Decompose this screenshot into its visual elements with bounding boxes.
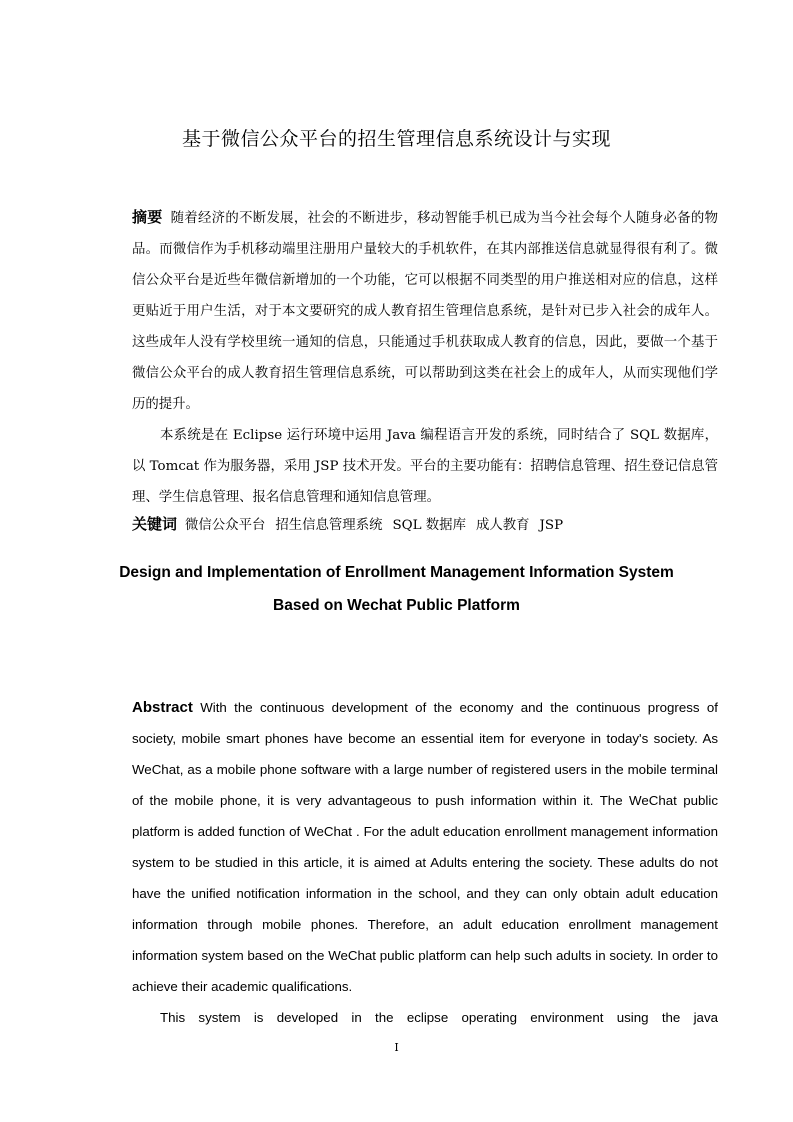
english-abstract-label: Abstract <box>132 699 193 716</box>
keyword-item: 微信公众平台 <box>185 518 266 533</box>
english-title <box>0 556 793 622</box>
page-number: I <box>394 1041 399 1054</box>
chinese-abstract-paragraph-2: 本系统是在 Eclipse 运行环境中运用 Java 编程语言开发的系统，同时结合了 SQL 数据库，以 Tomcat 作为服务器，采用 JSP 技术开发。平台的主要功能有：招聘信息管理、招生登记信息管理、学生信息管理、报名信息管理和通知信息管理。 <box>132 428 718 505</box>
english-abstract <box>132 692 718 1033</box>
keyword-item: 招生信息管理系统 <box>275 518 383 533</box>
chinese-abstract <box>132 202 718 537</box>
english-title-line-1: Design and Implementation of Enrollment Management Information System <box>119 564 674 581</box>
chinese-keywords <box>132 513 718 537</box>
keyword-item: 成人教育 <box>475 518 530 533</box>
keyword-item: JSP <box>539 518 564 533</box>
english-abstract-paragraph-1 <box>132 692 718 1002</box>
chinese-abstract-text-1: 随着经济的不断发展，社会的不断进步，移动智能手机已成为当今社会每个人随身必备的物品。而微信作为手机移动端里注册用户量较大的手机软件，在其内部推送信息就显得很有利了。微信公众平台是近些年微信新增加的一个功能，它可以根据不同类型的用户推送相对应的信息，这样更贴近于用户生活，对于本文要研究的成人教育招生管理信息系统，是针对已步入社会的成年人。这些成年人没有学校里统一通知的信息，只能通过手机获取成人教育的信息，因此，要做一个基于微信公众平台的成人教育招生管理信息系统，可以帮助到这类在社会上的成年人，从而实现他们学历的提升。 <box>132 211 718 412</box>
chinese-title: 基于微信公众平台的招生管理信息系统设计与实现 <box>181 128 611 150</box>
chinese-abstract-label: 摘要 <box>132 208 163 226</box>
chinese-abstract-paragraph-1 <box>132 202 718 420</box>
keyword-item: SQL 数据库 <box>392 518 466 533</box>
english-abstract-text-1: With the continuous development of the economy and the continuous progress of society, mobile smart phones have become an essential item for everyone in today's society. As WeChat, as a mobile phone software with a large number of registered users in the mobile terminal of the mobile phone, it is very advantageous to push information within it. The WeChat public platform is added function of WeChat . For the adult education enrollment management information system to be studied in this article, it is aimed at Adults entering the society. These adults do not have the unified notification information in the school, and they can only obtain adult education information through mobile phones. Therefore, an adult education enrollment management information system based on the WeChat public platform can help such adults in society. In order to achieve their academic qualifications. <box>132 700 718 994</box>
english-title-line-2: Based on Wechat Public Platform <box>273 597 520 614</box>
chinese-keywords-label: 关键词 <box>132 515 178 533</box>
english-abstract-paragraph-2: This system is developed in the eclipse operating environment using the java <box>160 1010 718 1025</box>
